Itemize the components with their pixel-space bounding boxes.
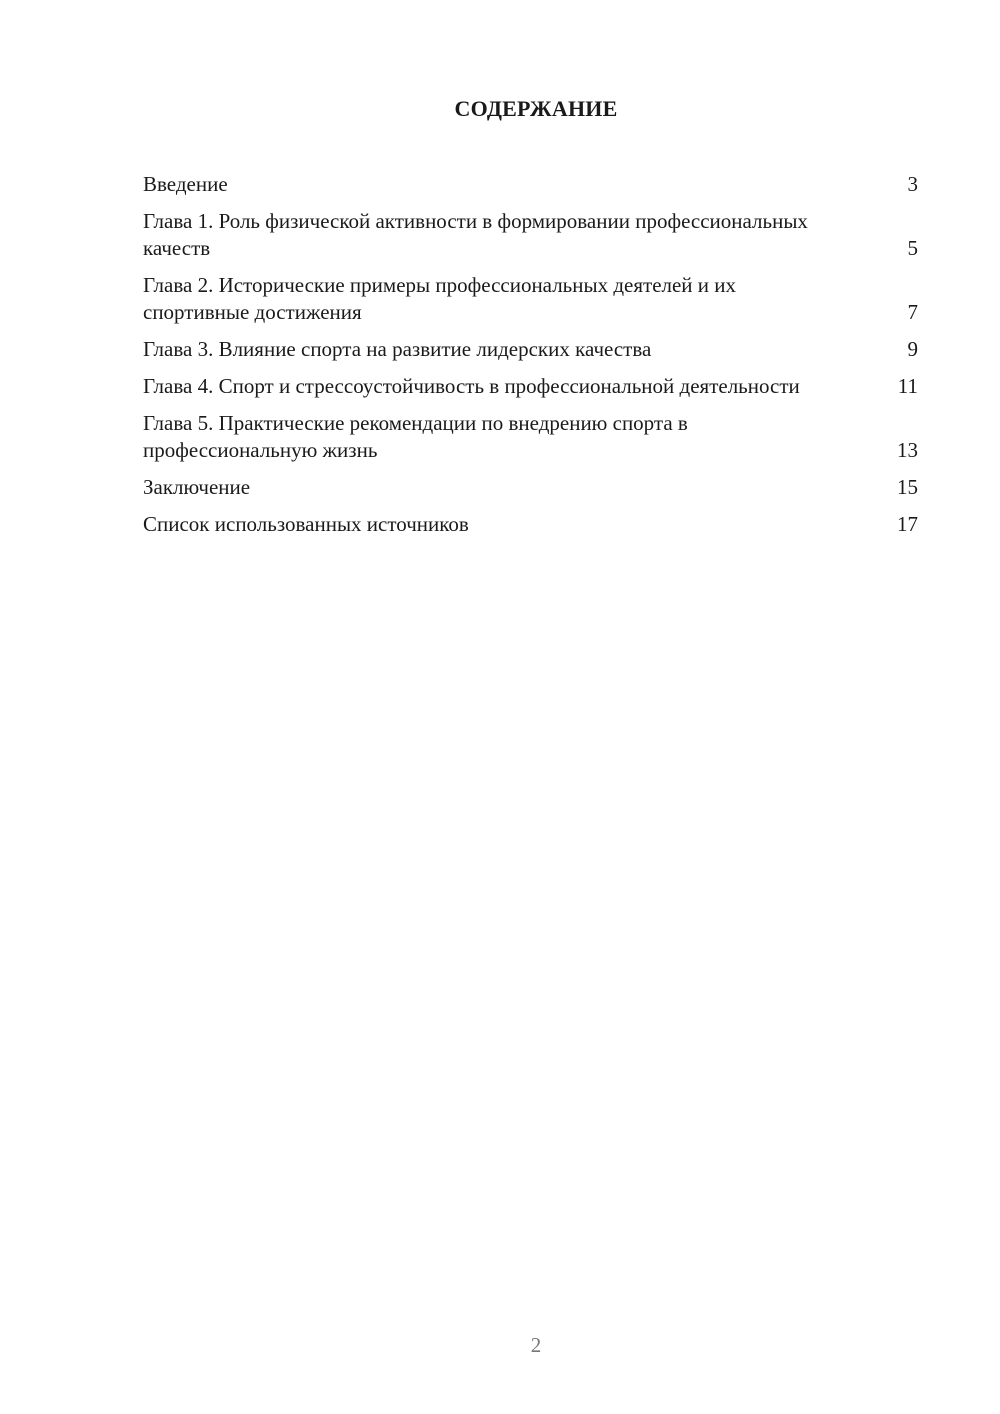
- toc-entry-introduction: [143, 171, 918, 198]
- toc-entry-text: Заключение: [143, 475, 251, 499]
- toc-entry-page: 3: [907, 172, 918, 196]
- toc-entry-page: 15: [897, 475, 918, 499]
- toc-entry-chapter-1: [143, 208, 918, 262]
- toc-entry-chapter-5: [143, 410, 918, 464]
- toc-entry-text: Список использованных источников: [143, 512, 469, 536]
- toc-entry-chapter-3: [143, 336, 918, 363]
- toc-entry-page: 17: [897, 512, 918, 536]
- toc-entry-text: Глава 4. Спорт и стрессоустойчивость в профессиональной деятельности: [143, 374, 800, 398]
- toc-title: СОДЕРЖАНИЕ: [454, 96, 618, 121]
- toc-entry-text: Глава 2. Исторические примеры профессиональных деятелей и их спортивные достижения: [143, 273, 737, 324]
- page-number: 2: [530, 1333, 542, 1357]
- toc-entry-chapter-4: [143, 373, 918, 400]
- toc-entry-page: 11: [897, 374, 918, 398]
- toc-entry-page: 13: [897, 438, 918, 462]
- toc-entry-page: 5: [907, 236, 918, 260]
- toc-entry-text: Глава 1. Роль физической активности в формировании профессиональных качеств: [143, 209, 808, 260]
- toc-entry-chapter-2: [143, 272, 918, 326]
- toc-entry-page: 9: [907, 337, 918, 361]
- toc-entry-conclusion: [143, 474, 918, 501]
- toc-entry-references: [143, 511, 918, 538]
- toc-entry-text: Глава 3. Влияние спорта на развитие лидерских качества: [143, 337, 652, 361]
- toc-list: [143, 171, 918, 548]
- toc-entry-page: 7: [907, 300, 918, 324]
- toc-entry-text: Введение: [143, 172, 228, 196]
- toc-entry-text: Глава 5. Практические рекомендации по внедрению спорта в профессиональную жизнь: [143, 411, 688, 462]
